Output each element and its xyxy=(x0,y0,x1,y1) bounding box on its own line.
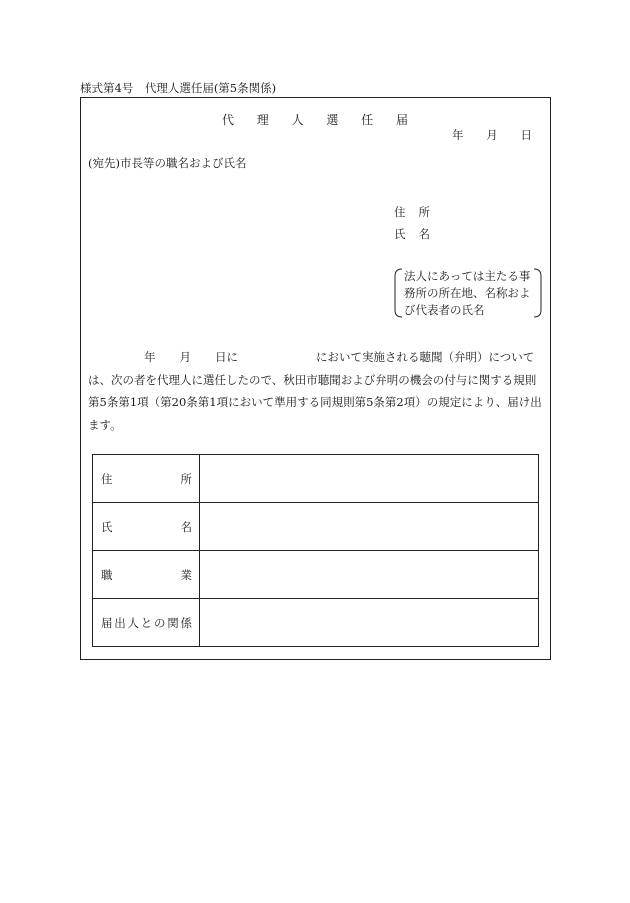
document-title: 代 理 人 選 任 届 xyxy=(222,113,408,127)
applicant-name-label: 氏 名 xyxy=(394,227,430,241)
applicant-address-label: 住 所 xyxy=(394,205,430,219)
corporation-note: 法人にあっては主たる事務所の所在地、名称および代表者の氏名 xyxy=(404,269,531,317)
agent-name-field[interactable] xyxy=(200,503,539,551)
corporation-note-box xyxy=(394,268,542,318)
year-label: 年 xyxy=(452,128,464,142)
submission-date xyxy=(452,127,532,143)
table-row xyxy=(93,455,539,503)
body-text: において実施される聴聞（弁明）については、次の者を代理人に選任したので、秋田市聴聞および弁明の機会の付与に関する規則第5条第1項（第20条第1項において準用する同規則第5条第2項）の規定により、届け出ます。 xyxy=(88,350,542,432)
body-paragraph xyxy=(88,346,543,436)
row-header-relationship: 届 出 人 と の 関 係 xyxy=(93,599,200,647)
row-header-name: 氏 名 xyxy=(93,503,200,551)
year-blank-label: 年 xyxy=(144,350,156,364)
row-header-occupation: 職 業 xyxy=(93,551,200,599)
addressee-line: (宛先)市長等の職名および氏名 xyxy=(88,156,247,170)
row-header-address: 住 所 xyxy=(93,455,200,503)
agent-address-field[interactable] xyxy=(200,455,539,503)
form-label: 様式第4号 代理人選任届(第5条関係) xyxy=(80,81,277,95)
day-blank-label: 日に xyxy=(215,350,238,364)
month-blank-label: 月 xyxy=(179,350,191,364)
agent-info-table xyxy=(92,454,539,647)
table-row xyxy=(93,503,539,551)
agent-occupation-field[interactable] xyxy=(200,551,539,599)
table-row xyxy=(93,551,539,599)
day-label: 日 xyxy=(520,128,532,142)
relationship-field[interactable] xyxy=(200,599,539,647)
table-row xyxy=(93,599,539,647)
month-label: 月 xyxy=(486,128,498,142)
